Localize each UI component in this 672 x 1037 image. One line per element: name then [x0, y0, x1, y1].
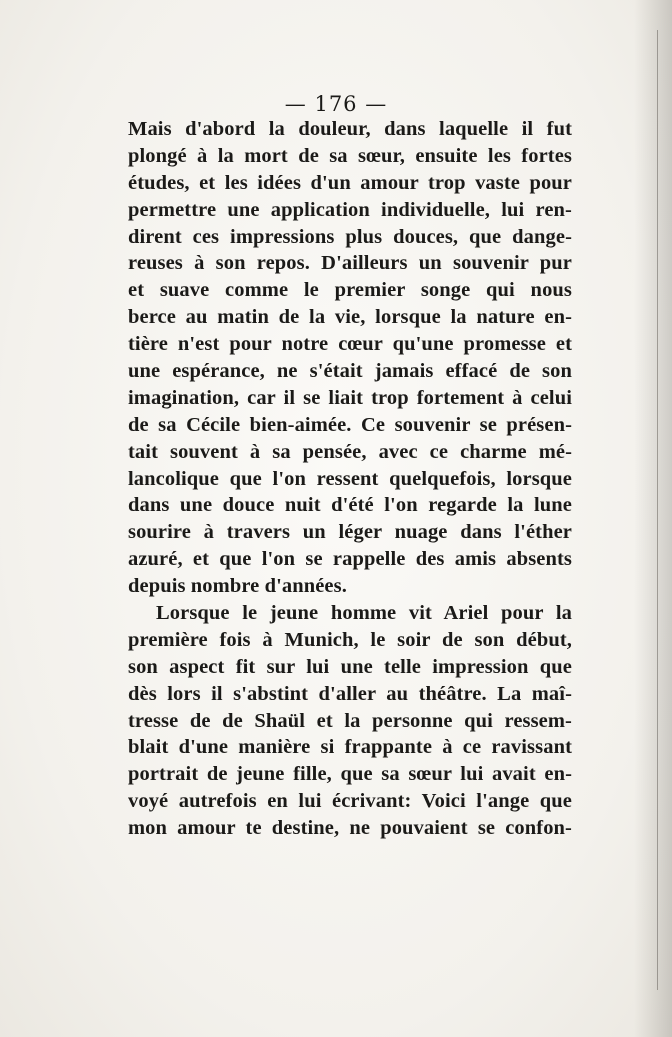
text-line: dès lors il s'abstint d'aller au théâtre. La maî- [128, 682, 572, 705]
text-line: portrait de jeune fille, que sa sœur lui avait en- [128, 763, 572, 786]
text-line: tait souvent à sa pensée, avec ce charme mé- [128, 440, 572, 463]
text-line: première fois à Munich, le soir de son début, [128, 628, 572, 651]
text-line: Lorsque le jeune homme vit Ariel pour la [156, 602, 572, 625]
text-line: voyé autrefois en lui écrivant: Voici l'ange que [128, 790, 572, 813]
text-line: tresse de de Shaül et la personne qui ressem- [128, 709, 572, 732]
text-line: imagination, car il se liait trop fortement à celui [128, 386, 572, 409]
text-line: tière n'est pour notre cœur qu'une promesse et [128, 333, 572, 356]
text-line: dirent ces impressions plus douces, que dange- [128, 225, 572, 248]
text-line: reuses à son repos. D'ailleurs un souvenir pur [128, 252, 572, 275]
text-line: son aspect fit sur lui une telle impression que [128, 655, 572, 678]
text-line: et suave comme le premier songe qui nous [128, 279, 572, 302]
text-line: blait d'une manière si frappante à ce ravissant [128, 736, 572, 759]
text-line: Mais d'abord la douleur, dans laquelle il fut [128, 118, 572, 140]
page-edge-shadow [634, 0, 672, 1037]
text-line: sourire à travers un léger nuage dans l'éther [128, 521, 572, 544]
text-line: berce au matin de la vie, lorsque la nature en- [128, 306, 572, 329]
text-line: mon amour te destine, ne pouvaient se confon- [128, 817, 572, 840]
text-line: une espérance, ne s'était jamais effacé de son [128, 360, 572, 383]
text-line: de sa Cécile bien-aimée. Ce souvenir se présen- [128, 413, 572, 436]
text-line: depuis nombre d'années. [128, 575, 347, 598]
text-line: dans une douce nuit d'été l'on regarde la lune [128, 494, 572, 517]
page-number: — 176 — [284, 92, 388, 116]
page-edge-line [657, 30, 658, 990]
text-line: lancolique que l'on ressent quelquefois, lorsque [128, 467, 572, 490]
text-line: permettre une application individuelle, lui ren- [128, 198, 572, 221]
text-line: azuré, et que l'on se rappelle des amis absents [128, 548, 572, 571]
text-line: plongé à la mort de sa sœur, ensuite les fortes [128, 144, 572, 167]
text-line: études, et les idées d'un amour trop vaste pour [128, 171, 572, 194]
body-text [128, 116, 572, 842]
